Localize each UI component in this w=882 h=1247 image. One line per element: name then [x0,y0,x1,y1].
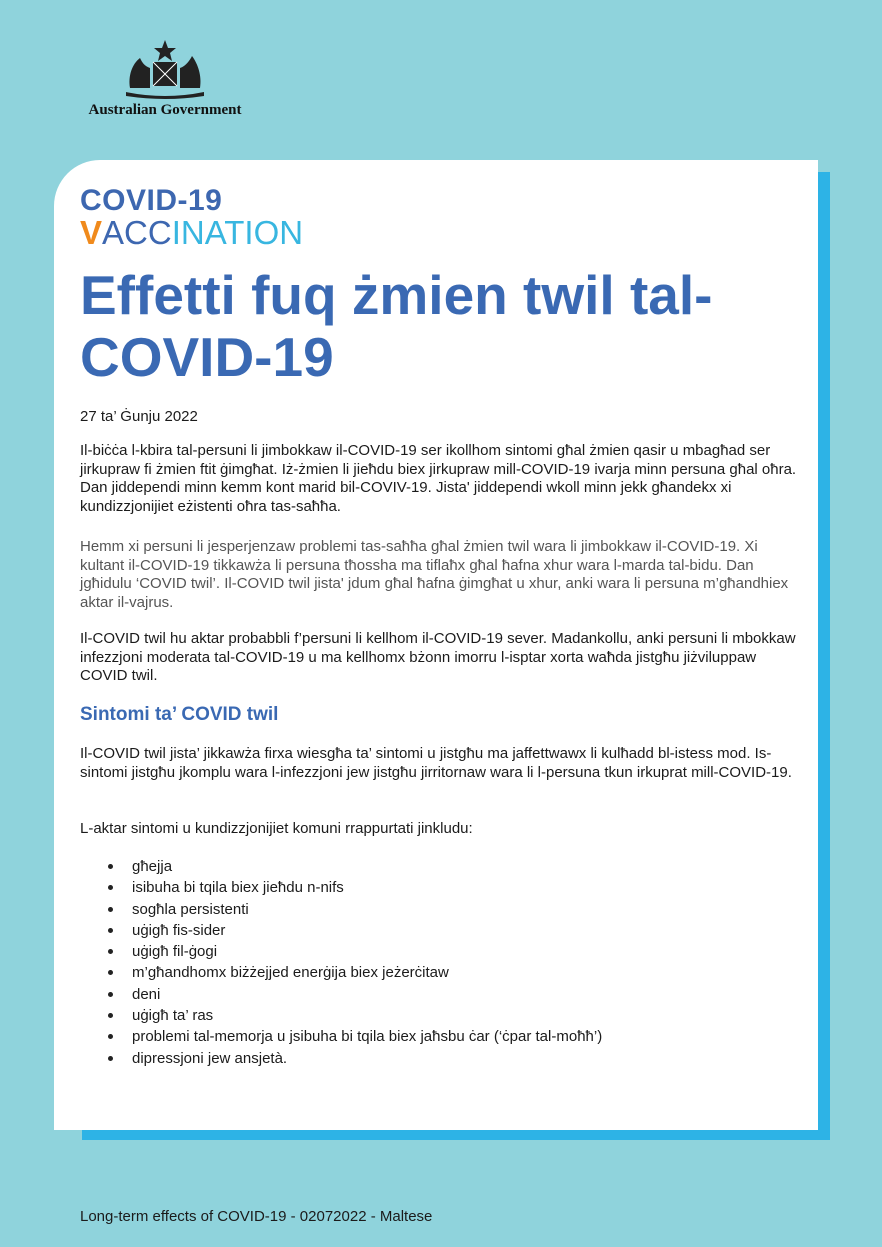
covid-vaccination-logo [80,186,303,250]
list-item: dipressjoni jew ansjetà. [80,1048,602,1069]
logo-covid-text: COVID-19 [80,184,223,217]
publication-date: 27 ta’ Ġunju 2022 [80,408,198,425]
list-item: deni [80,984,602,1005]
list-item: m’għandhomx biżżejjed enerġija biex jeżerċitaw [80,962,602,983]
list-item: għejja [80,856,602,877]
list-item: uġigħ fis-sider [80,920,602,941]
list-item: uġigħ fil-ġogi [80,941,602,962]
paragraph-risk: Il-COVID twil hu aktar probabbli f’persuni li kellhom il-COVID-19 sever. Madankollu, anki persuni li mbokkaw infezzjoni moderata tal-COVID-19 u ma kellhomx bżonn imorru l-isptar xorta waħda jistgħu jiżviluppaw COVID twil. [80,630,796,685]
footer-text: Long-term effects of COVID-19 - 02072022 - Maltese [80,1208,433,1225]
coat-of-arms-icon [120,38,210,100]
page-title: Effetti fuq żmien twil tal- COVID-19 [80,264,713,388]
paragraph-symptoms-lead: L-aktar sintomi u kundizzjonijiet komuni rrappurtati jinkludu: [80,820,473,837]
list-item: sogħla persistenti [80,899,602,920]
logo-checkmark-v: V [80,214,103,251]
list-item: uġigħ ta’ ras [80,1005,602,1026]
government-name: Australian Government [88,102,242,118]
paragraph-symptoms-intro: Il-COVID twil jista’ jikkawża firxa wiesgħa ta’ sintomi u jistgħu ma jaffettwawx li kulħadd bl-istess mod. Is-sintomi jistgħu jkomplu wara l-infezzjoni jew jistgħu jirritornaw wara li l-persuna tkun irkuprat mill-COVID-19. [80,745,792,781]
government-crest [80,38,250,128]
paragraph-intro: Il-biċċa l-kbira tal-persuni li jimbokkaw il-COVID-19 ser ikollhom sintomi għal żmien qasir u mbagħad ser jirkupraw fi żmien ftit ġimgħat. Iż-żmien li jieħdu biex jirkupraw mill-COVID-19 ivarja minn persuna għal oħra. Dan jiddependi minn kemm kont marid bil-COVIV-19. Jista' jiddependi wkoll minn jekk għandekx xi kundizzjonijiet eżistenti oħra tas-saħħa. [80,442,797,515]
section-heading: Sintomi ta’ COVID twil [80,704,279,725]
content-card [54,160,818,1130]
logo-vaccination-text: VACCINATION [80,214,304,251]
list-item: problemi tal-memorja u jsibuha bi tqila biex jaħsbu ċar (‘ċpar tal-moħħ’) [80,1026,602,1047]
symptom-list [80,856,602,1069]
paragraph-long-covid-definition: Hemm xi persuni li jesperjenzaw problemi tas-saħħa għal żmien twil wara li jimbokkaw il-COVID-19. Xi kultant il-COVID-19 tikkawża li persuna tħossha ma tiflaħx għal ħafna xhur wara l-marda tal-bidu. Dan jgħidulu ‘COVID twil’. Il-COVID twil jista' jdum għal ħafna ġimgħat u xhur, anki wara li persuna m’għandhiex aktar il-vajrus. [80,538,789,611]
list-item: isibuha bi tqila biex jieħdu n-nifs [80,877,602,898]
